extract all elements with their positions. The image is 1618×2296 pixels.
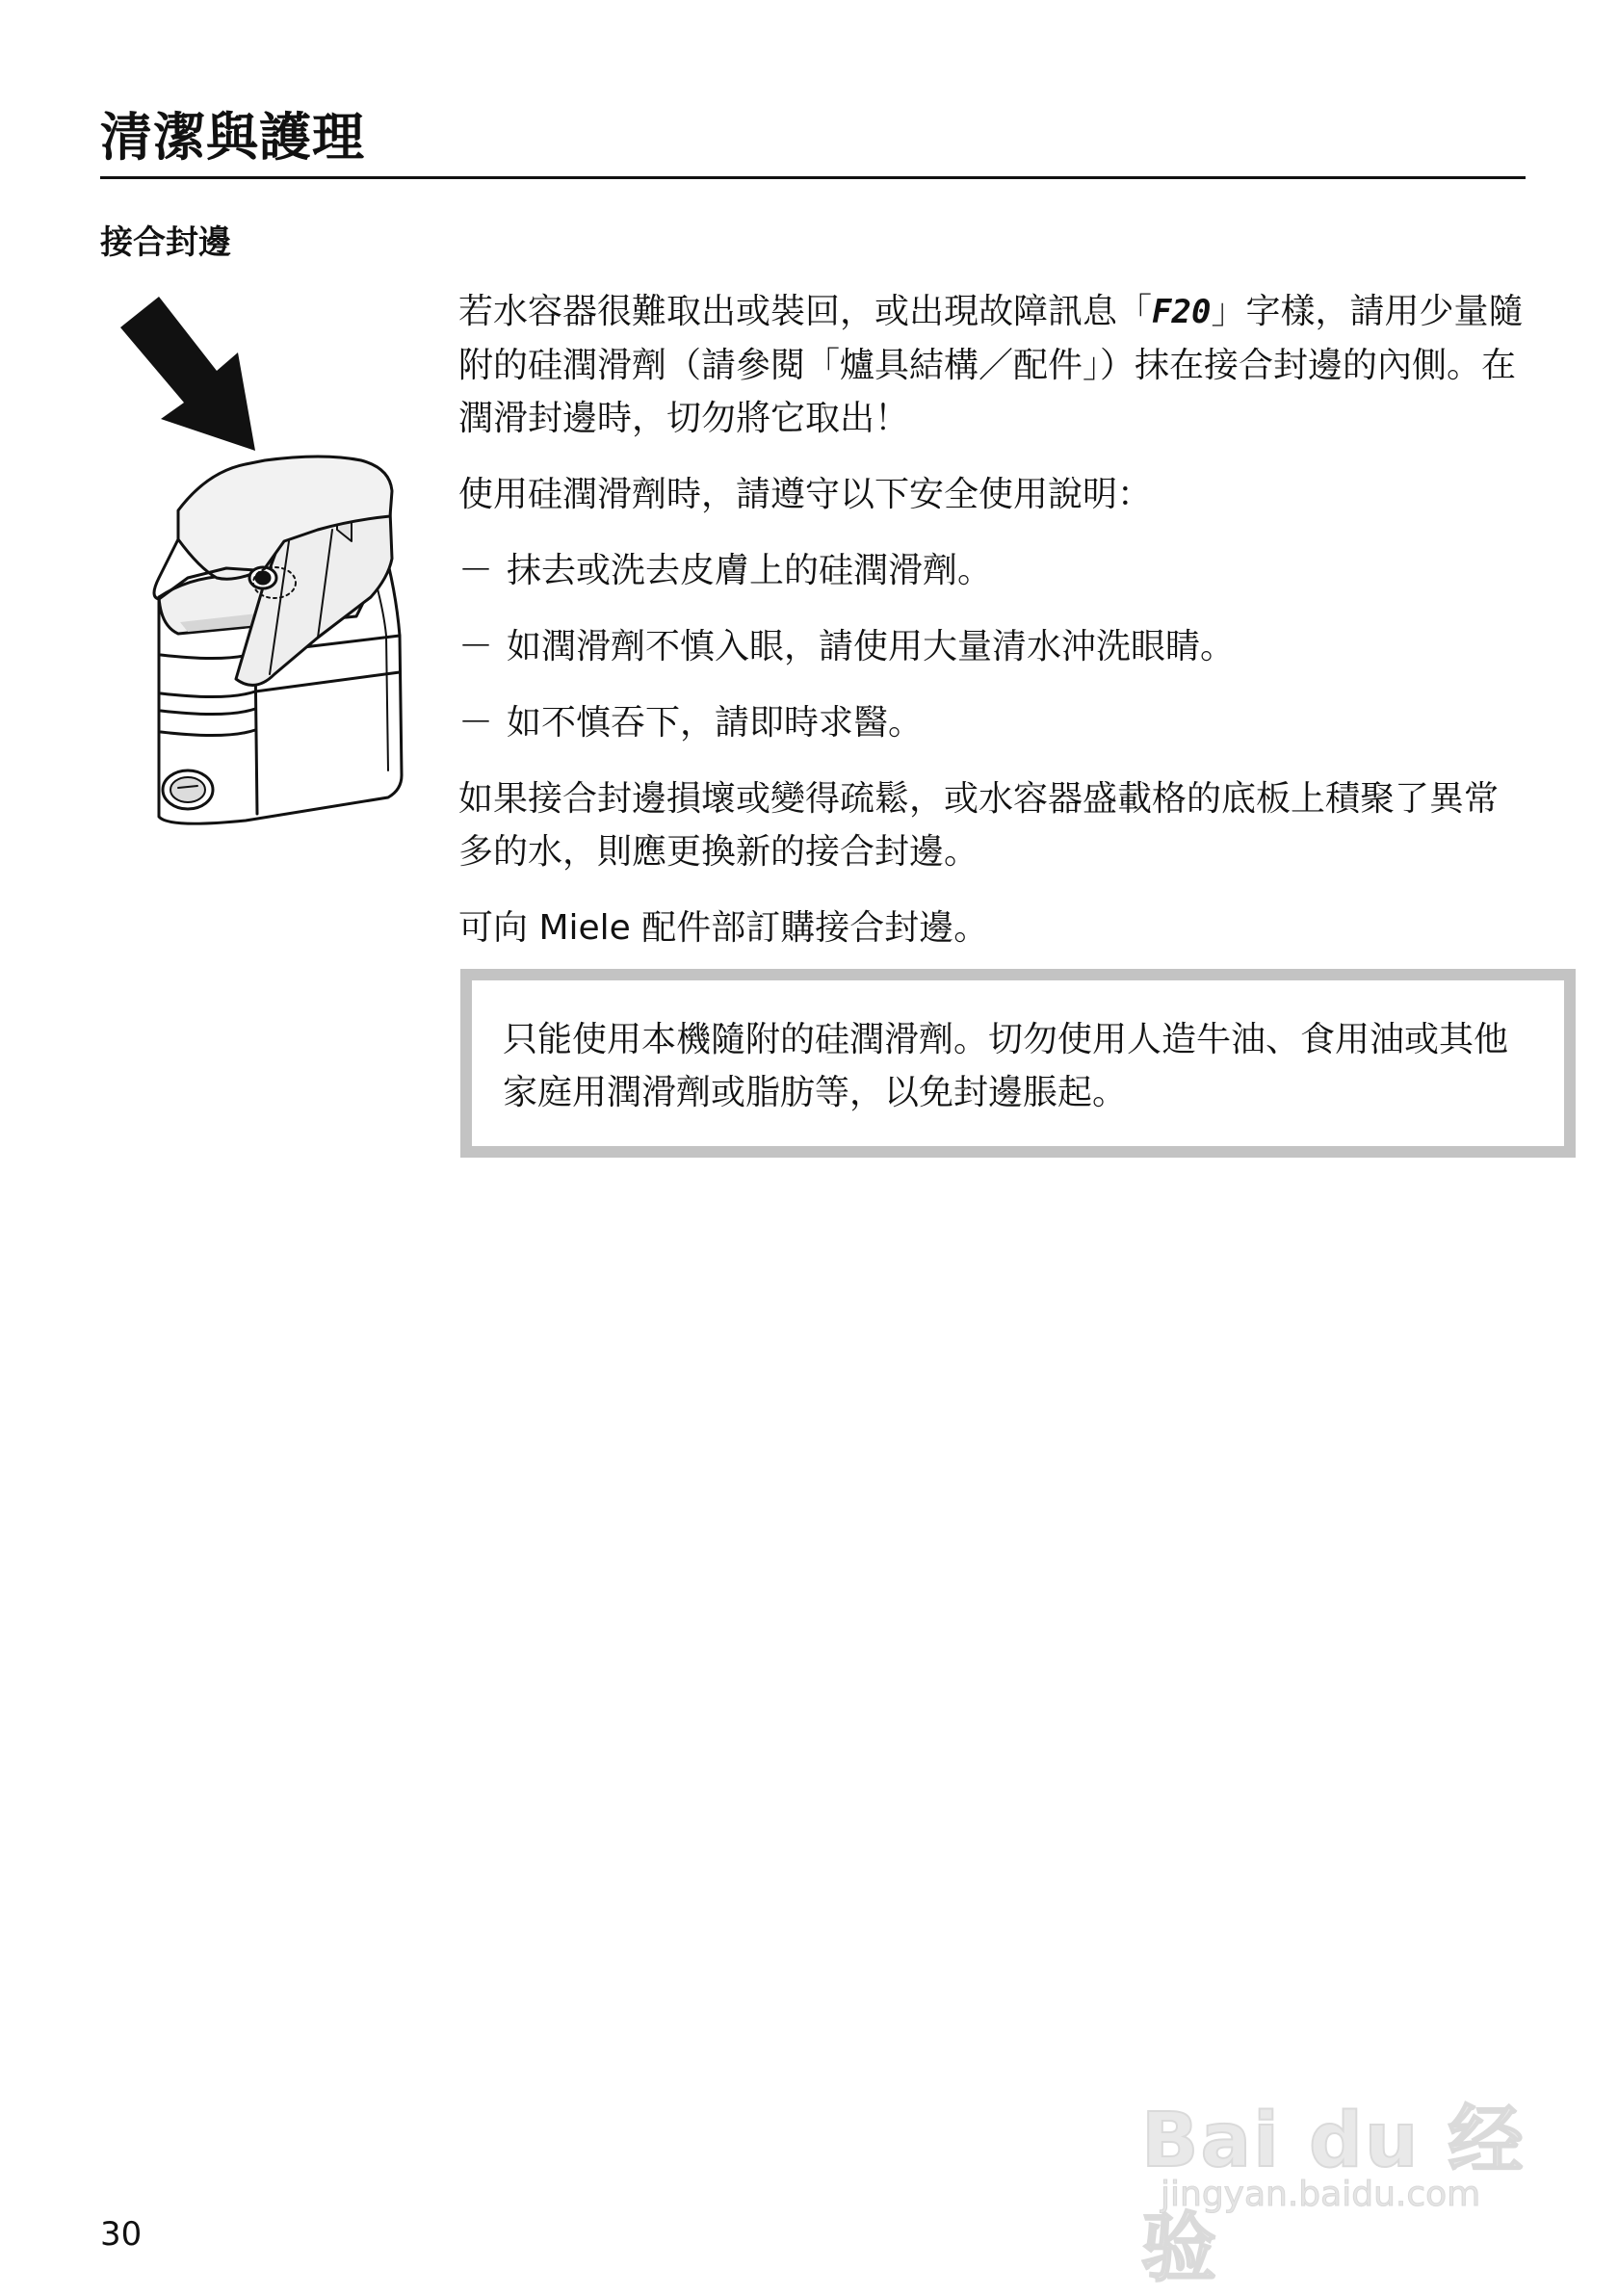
water-container-illustration xyxy=(120,289,438,867)
list-item xyxy=(458,696,1527,749)
list-dash: － xyxy=(458,627,494,666)
paragraph-text: 」字樣，請用少量隨附的硅潤滑劑（請參閱「爐具結構／配件」）抹在接合封邊的內側。在潤滑封邊時，切勿將它取出！ xyxy=(458,292,1524,438)
title-divider xyxy=(100,176,1526,179)
page-number: 30 xyxy=(100,2215,143,2254)
list-item-text: 抹去或洗去皮膚上的硅潤滑劑。 xyxy=(507,551,993,590)
list-dash: － xyxy=(458,703,494,743)
warning-note-text: 只能使用本機隨附的硅潤滑劑。切勿使用人造牛油、食用油或其他家庭用潤滑劑或脂肪等，以免封邊脹起。 xyxy=(503,1020,1509,1112)
list-dash: － xyxy=(458,551,494,590)
paragraph-error-instructions xyxy=(458,285,1527,445)
paragraph-text: 若水容器很難取出或裝回，或出現故障訊息「 xyxy=(458,292,1153,331)
section-heading: 接合封邊 xyxy=(100,223,231,262)
list-item xyxy=(458,544,1527,597)
section-body xyxy=(458,285,1527,978)
baidu-watermark xyxy=(1141,2071,1546,2292)
list-item-text: 如不慎吞下，請即時求醫。 xyxy=(507,703,924,743)
warning-note-box xyxy=(460,969,1576,1158)
paragraph-order-seal: 可向 Miele 配件部訂購接合封邊。 xyxy=(458,908,989,948)
list-item-text: 如潤滑劑不慎入眼，請使用大量清水沖洗眼睛。 xyxy=(507,627,1236,666)
arrow-pointer-icon xyxy=(120,297,255,451)
watermark-main-text: Bai du 经验 xyxy=(1141,2098,1526,2292)
paragraph-safety-intro: 使用硅潤滑劑時，請遵守以下安全使用說明： xyxy=(458,475,1153,514)
page-title: 清潔與護理 xyxy=(100,107,365,168)
watermark-url-text: jingyan.baidu.com xyxy=(1161,2175,1481,2214)
list-item xyxy=(458,620,1527,673)
error-code: F20 xyxy=(1152,293,1212,331)
paragraph-replace-seal: 如果接合封邊損壞或變得疏鬆，或水容器盛載格的底板上積聚了異常多的水，則應更換新的接合封邊。 xyxy=(458,779,1500,872)
